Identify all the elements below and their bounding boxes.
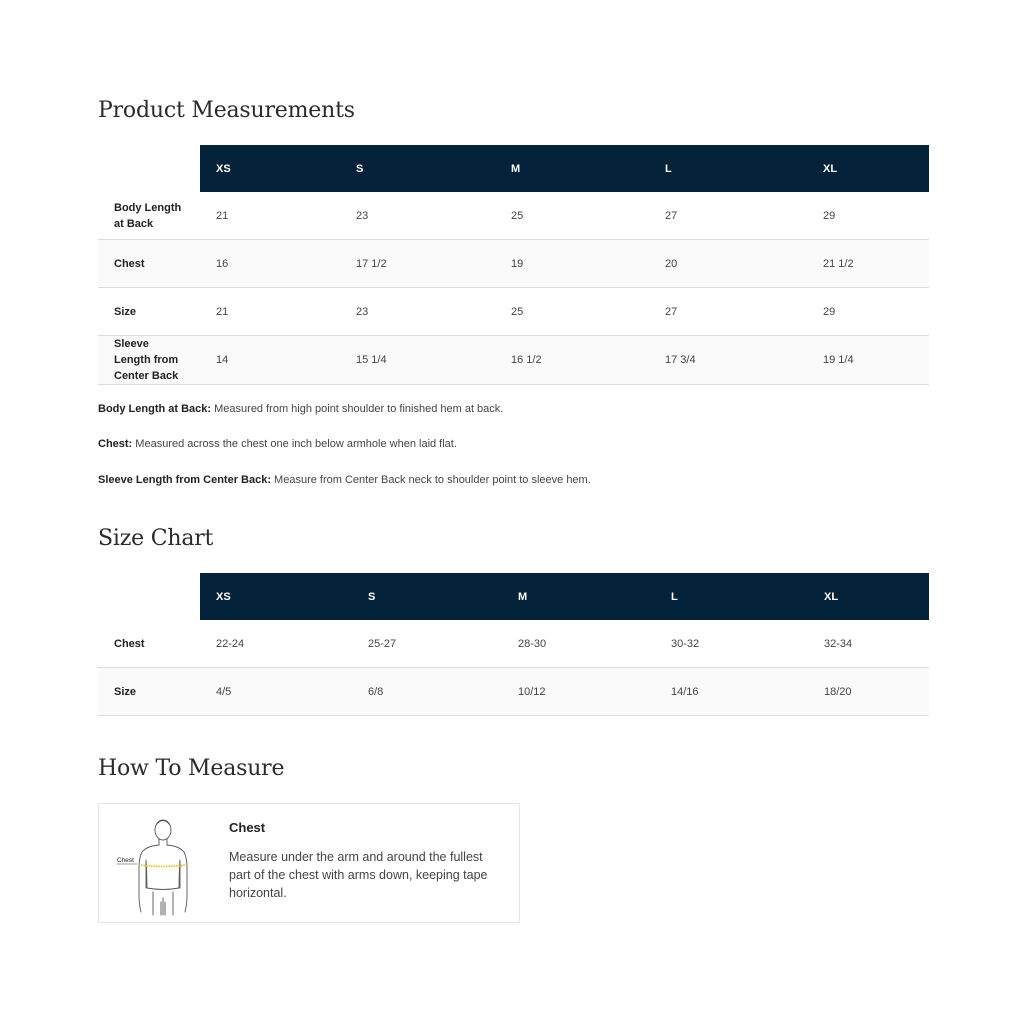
note-sleeve-length <box>98 474 591 486</box>
table-cell: 19 <box>495 240 649 288</box>
note-text: Measure from Center Back neck to shoulder point to sleeve hem. <box>271 474 591 486</box>
row-label: Body Length at Back <box>98 192 200 240</box>
note-term: Body Length at Back: <box>98 403 212 415</box>
header-corner <box>98 573 200 620</box>
row-label: Size <box>98 668 200 716</box>
note-body-length <box>98 403 503 415</box>
note-text: Measured from high point shoulder to finished hem at back. <box>211 403 504 415</box>
table-cell: 16 <box>200 240 340 288</box>
table-cell: 14/16 <box>655 668 808 716</box>
column-header: M <box>495 145 649 192</box>
column-header: L <box>649 145 807 192</box>
table-row <box>98 668 929 716</box>
column-header: S <box>352 573 502 620</box>
size-chart-title: Size Chart <box>98 526 214 551</box>
table-cell: 27 <box>649 192 807 240</box>
row-label: Size <box>98 288 200 336</box>
table-cell: 29 <box>807 288 929 336</box>
table-row <box>98 336 929 385</box>
table-cell: 20 <box>649 240 807 288</box>
card-text: Measure under the arm and around the fullest part of the chest with arms down, keeping tape horizontal. <box>229 850 488 900</box>
table-header-row <box>98 145 929 192</box>
column-header: XL <box>808 573 929 620</box>
card-title: Chest <box>229 820 266 835</box>
note-term: Sleeve Length from Center Back: <box>98 474 271 486</box>
column-header: XL <box>807 145 929 192</box>
table-cell: 17 3/4 <box>649 336 807 385</box>
table-cell: 28-30 <box>502 620 655 668</box>
table-cell: 10/12 <box>502 668 655 716</box>
table-cell: 23 <box>340 192 495 240</box>
row-label: Chest <box>98 620 200 668</box>
table-cell: 29 <box>807 192 929 240</box>
table-cell: 15 1/4 <box>340 336 495 385</box>
table-cell: 18/20 <box>808 668 929 716</box>
table-cell: 32-34 <box>808 620 929 668</box>
note-term: Chest: <box>98 438 133 450</box>
table-row <box>98 620 929 668</box>
column-header: L <box>655 573 808 620</box>
table-cell: 21 1/2 <box>807 240 929 288</box>
table-cell: 27 <box>649 288 807 336</box>
table-cell: 25-27 <box>352 620 502 668</box>
table-cell: 17 1/2 <box>340 240 495 288</box>
table-row <box>98 288 929 336</box>
measure-card-chest <box>98 803 520 923</box>
table-cell: 21 <box>200 288 340 336</box>
row-label: Sleeve Length from Center Back <box>98 336 200 385</box>
note-chest <box>98 438 457 450</box>
product-measurements-title: Product Measurements <box>98 98 355 123</box>
figure-label: Chest <box>117 857 134 864</box>
person-chest-measure-icon <box>111 812 213 916</box>
table-header-row <box>98 573 929 620</box>
table-cell: 30-32 <box>655 620 808 668</box>
table-cell: 22-24 <box>200 620 352 668</box>
column-header: S <box>340 145 495 192</box>
table-cell: 23 <box>340 288 495 336</box>
header-corner <box>98 145 200 192</box>
column-header: XS <box>200 573 352 620</box>
note-text: Measured across the chest one inch below armhole when laid flat. <box>132 438 457 450</box>
column-header: XS <box>200 145 340 192</box>
how-to-measure-title: How To Measure <box>98 756 285 781</box>
table-cell: 25 <box>495 288 649 336</box>
table-cell: 21 <box>200 192 340 240</box>
product-measurements-table <box>98 145 929 385</box>
table-row <box>98 240 929 288</box>
table-cell: 6/8 <box>352 668 502 716</box>
table-cell: 19 1/4 <box>807 336 929 385</box>
row-label: Chest <box>98 240 200 288</box>
table-cell: 4/5 <box>200 668 352 716</box>
table-cell: 25 <box>495 192 649 240</box>
table-cell: 14 <box>200 336 340 385</box>
size-chart-table <box>98 573 929 716</box>
table-row <box>98 192 929 240</box>
table-cell: 16 1/2 <box>495 336 649 385</box>
column-header: M <box>502 573 655 620</box>
